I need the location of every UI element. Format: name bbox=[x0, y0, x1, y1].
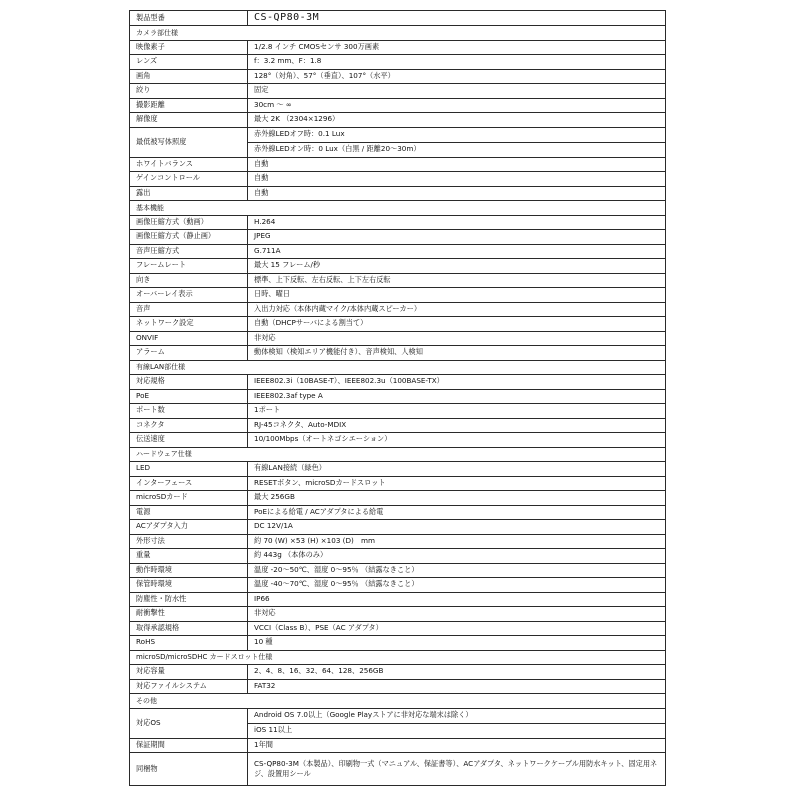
spec-label: ゲインコントロール bbox=[130, 172, 248, 187]
spec-label: 画像圧縮方式（動画） bbox=[130, 215, 248, 230]
spec-row bbox=[130, 636, 666, 651]
spec-value: 30cm ～ ∞ bbox=[248, 98, 666, 113]
spec-value: Android OS 7.0以上（Google Playストアに非対応な端末は除く） bbox=[248, 708, 666, 723]
spec-label: 絞り bbox=[130, 84, 248, 99]
model-label: 製品型番 bbox=[130, 11, 248, 26]
spec-label: 耐衝撃性 bbox=[130, 607, 248, 622]
spec-label: 画像圧縮方式（静止画） bbox=[130, 230, 248, 245]
section-row bbox=[130, 447, 666, 462]
spec-label: ネットワーク設定 bbox=[130, 317, 248, 332]
spec-value: 1年間 bbox=[248, 738, 666, 753]
spec-row bbox=[130, 505, 666, 520]
spec-value: RESETボタン、microSDカードスロット bbox=[248, 476, 666, 491]
spec-label: 対応OS bbox=[130, 708, 248, 738]
spec-row bbox=[130, 534, 666, 549]
section-heading: カメラ部仕様 bbox=[130, 26, 666, 41]
spec-label: 画角 bbox=[130, 69, 248, 84]
spec-row bbox=[130, 708, 666, 723]
spec-row bbox=[130, 418, 666, 433]
spec-row bbox=[130, 491, 666, 506]
spec-row bbox=[130, 462, 666, 477]
spec-row bbox=[130, 476, 666, 491]
spec-value: DC 12V/1A bbox=[248, 520, 666, 535]
section-heading: microSD/microSDHC カードスロット仕様 bbox=[130, 650, 666, 665]
section-heading: 基本機能 bbox=[130, 201, 666, 216]
spec-label: 取得承認規格 bbox=[130, 621, 248, 636]
spec-label: microSDカード bbox=[130, 491, 248, 506]
spec-value: CS-QP80-3M（本製品）、印刷物一式（マニュアル、保証書等）、ACアダプタ、ネットワークケーブル用防水キット、固定用ネジ、設置用シール bbox=[248, 753, 666, 786]
spec-label: 最低被写体照度 bbox=[130, 127, 248, 157]
spec-row bbox=[130, 592, 666, 607]
spec-value: 温度 -40～70℃、湿度 0～95％ （結露なきこと） bbox=[248, 578, 666, 593]
spec-row bbox=[130, 404, 666, 419]
spec-label: 露出 bbox=[130, 186, 248, 201]
spec-label: 伝送速度 bbox=[130, 433, 248, 448]
spec-label: ポート数 bbox=[130, 404, 248, 419]
spec-value: iOS 11以上 bbox=[248, 723, 666, 738]
spec-row bbox=[130, 375, 666, 390]
spec-label: 対応容量 bbox=[130, 665, 248, 680]
spec-row bbox=[130, 259, 666, 274]
spec-value: JPEG bbox=[248, 230, 666, 245]
spec-label: 外形寸法 bbox=[130, 534, 248, 549]
spec-label: 同梱物 bbox=[130, 753, 248, 786]
spec-label: フレームレート bbox=[130, 259, 248, 274]
spec-value: 2、4、8、16、32、64、128、256GB bbox=[248, 665, 666, 680]
spec-value: 非対応 bbox=[248, 607, 666, 622]
spec-row bbox=[130, 172, 666, 187]
spec-sheet bbox=[129, 10, 666, 786]
spec-value: 最大 256GB bbox=[248, 491, 666, 506]
section-row bbox=[130, 694, 666, 709]
spec-value: 自動 bbox=[248, 172, 666, 187]
spec-label: 防塵性・防水性 bbox=[130, 592, 248, 607]
section-heading: 有線LAN部仕様 bbox=[130, 360, 666, 375]
spec-row bbox=[130, 563, 666, 578]
spec-label: 解像度 bbox=[130, 113, 248, 128]
spec-label: 重量 bbox=[130, 549, 248, 564]
spec-label: 音声 bbox=[130, 302, 248, 317]
spec-value: f：3.2 mm、F：1.8 bbox=[248, 55, 666, 70]
spec-value: 10/100Mbps（オートネゴシエーション） bbox=[248, 433, 666, 448]
spec-value: H.264 bbox=[248, 215, 666, 230]
spec-row bbox=[130, 302, 666, 317]
spec-row bbox=[130, 665, 666, 680]
spec-row bbox=[130, 520, 666, 535]
spec-row bbox=[130, 317, 666, 332]
spec-row bbox=[130, 230, 666, 245]
spec-value: PoEによる給電 / ACアダプタによる給電 bbox=[248, 505, 666, 520]
spec-value: 動体検知（検知エリア機能付き）、音声検知、人検知 bbox=[248, 346, 666, 361]
spec-value: 入出力対応（本体内蔵マイク/本体内蔵スピーカー） bbox=[248, 302, 666, 317]
spec-row bbox=[130, 55, 666, 70]
spec-row bbox=[130, 331, 666, 346]
spec-row bbox=[130, 679, 666, 694]
spec-value: 自動 bbox=[248, 157, 666, 172]
spec-value: VCCI（Class B）、PSE（AC アダプタ） bbox=[248, 621, 666, 636]
spec-label: 映像素子 bbox=[130, 40, 248, 55]
spec-row bbox=[130, 69, 666, 84]
spec-value: 自動（DHCPサーバによる割当て） bbox=[248, 317, 666, 332]
spec-value: RJ-45コネクタ、Auto-MDIX bbox=[248, 418, 666, 433]
spec-label: ONVIF bbox=[130, 331, 248, 346]
spec-value: 赤外線LEDオン時：0 Lux（白黒 / 距離20～30m） bbox=[248, 142, 666, 157]
spec-table bbox=[129, 10, 666, 786]
spec-label: PoE bbox=[130, 389, 248, 404]
section-row bbox=[130, 360, 666, 375]
spec-value: IEEE802.3af type A bbox=[248, 389, 666, 404]
spec-label: オーバーレイ表示 bbox=[130, 288, 248, 303]
spec-label: LED bbox=[130, 462, 248, 477]
spec-value: 自動 bbox=[248, 186, 666, 201]
spec-row bbox=[130, 549, 666, 564]
spec-label: 動作時環境 bbox=[130, 563, 248, 578]
spec-label: コネクタ bbox=[130, 418, 248, 433]
spec-row bbox=[130, 578, 666, 593]
spec-label: 保証期間 bbox=[130, 738, 248, 753]
spec-label: 向き bbox=[130, 273, 248, 288]
spec-row bbox=[130, 389, 666, 404]
spec-row bbox=[130, 607, 666, 622]
spec-value: IP66 bbox=[248, 592, 666, 607]
spec-row bbox=[130, 288, 666, 303]
spec-value: 1/2.8 インチ CMOSセンサ 300万画素 bbox=[248, 40, 666, 55]
spec-value: IEEE802.3i（10BASE-T）、IEEE802.3u（100BASE-TX） bbox=[248, 375, 666, 390]
spec-label: ホワイトバランス bbox=[130, 157, 248, 172]
spec-row bbox=[130, 127, 666, 142]
spec-value: 赤外線LEDオフ時：0.1 Lux bbox=[248, 127, 666, 142]
spec-row bbox=[130, 98, 666, 113]
spec-label: 保管時環境 bbox=[130, 578, 248, 593]
section-row bbox=[130, 650, 666, 665]
section-heading: ハードウェア仕様 bbox=[130, 447, 666, 462]
spec-label: アラーム bbox=[130, 346, 248, 361]
spec-row bbox=[130, 157, 666, 172]
spec-row bbox=[130, 186, 666, 201]
spec-label: ACアダプタ入力 bbox=[130, 520, 248, 535]
spec-row bbox=[130, 40, 666, 55]
spec-row bbox=[130, 753, 666, 786]
spec-label: インターフェース bbox=[130, 476, 248, 491]
spec-value: 10 種 bbox=[248, 636, 666, 651]
spec-row bbox=[130, 113, 666, 128]
spec-value: 日時、曜日 bbox=[248, 288, 666, 303]
spec-value: 固定 bbox=[248, 84, 666, 99]
spec-label: 電源 bbox=[130, 505, 248, 520]
spec-row bbox=[130, 244, 666, 259]
spec-value: 約 70 (W) ×53 (H) ×103 (D) mm bbox=[248, 534, 666, 549]
spec-label: 音声圧縮方式 bbox=[130, 244, 248, 259]
spec-value: 1ポート bbox=[248, 404, 666, 419]
spec-row bbox=[130, 215, 666, 230]
spec-value: 標準、上下反転、左右反転、上下左右反転 bbox=[248, 273, 666, 288]
spec-row bbox=[130, 621, 666, 636]
section-row bbox=[130, 201, 666, 216]
spec-value: 最大 15 フレーム/秒 bbox=[248, 259, 666, 274]
spec-label: 撮影距離 bbox=[130, 98, 248, 113]
spec-label: RoHS bbox=[130, 636, 248, 651]
spec-row bbox=[130, 346, 666, 361]
section-row bbox=[130, 26, 666, 41]
spec-label: レンズ bbox=[130, 55, 248, 70]
spec-row bbox=[130, 433, 666, 448]
spec-label: 対応ファイルシステム bbox=[130, 679, 248, 694]
spec-row bbox=[130, 273, 666, 288]
spec-value: 有線LAN接続（緑色） bbox=[248, 462, 666, 477]
spec-value: 最大 2K （2304×1296） bbox=[248, 113, 666, 128]
spec-label: 対応規格 bbox=[130, 375, 248, 390]
spec-value: 非対応 bbox=[248, 331, 666, 346]
spec-value: 約 443g （本体のみ） bbox=[248, 549, 666, 564]
model-number: CS-QP80-3M bbox=[248, 11, 666, 26]
section-heading: その他 bbox=[130, 694, 666, 709]
spec-value: 128°（対角）、57°（垂直）、107°（水平） bbox=[248, 69, 666, 84]
spec-value: FAT32 bbox=[248, 679, 666, 694]
header-row bbox=[130, 11, 666, 26]
spec-row bbox=[130, 84, 666, 99]
spec-row bbox=[130, 738, 666, 753]
spec-value: 温度 -20～50℃、湿度 0～95％ （結露なきこと） bbox=[248, 563, 666, 578]
spec-value: G.711A bbox=[248, 244, 666, 259]
